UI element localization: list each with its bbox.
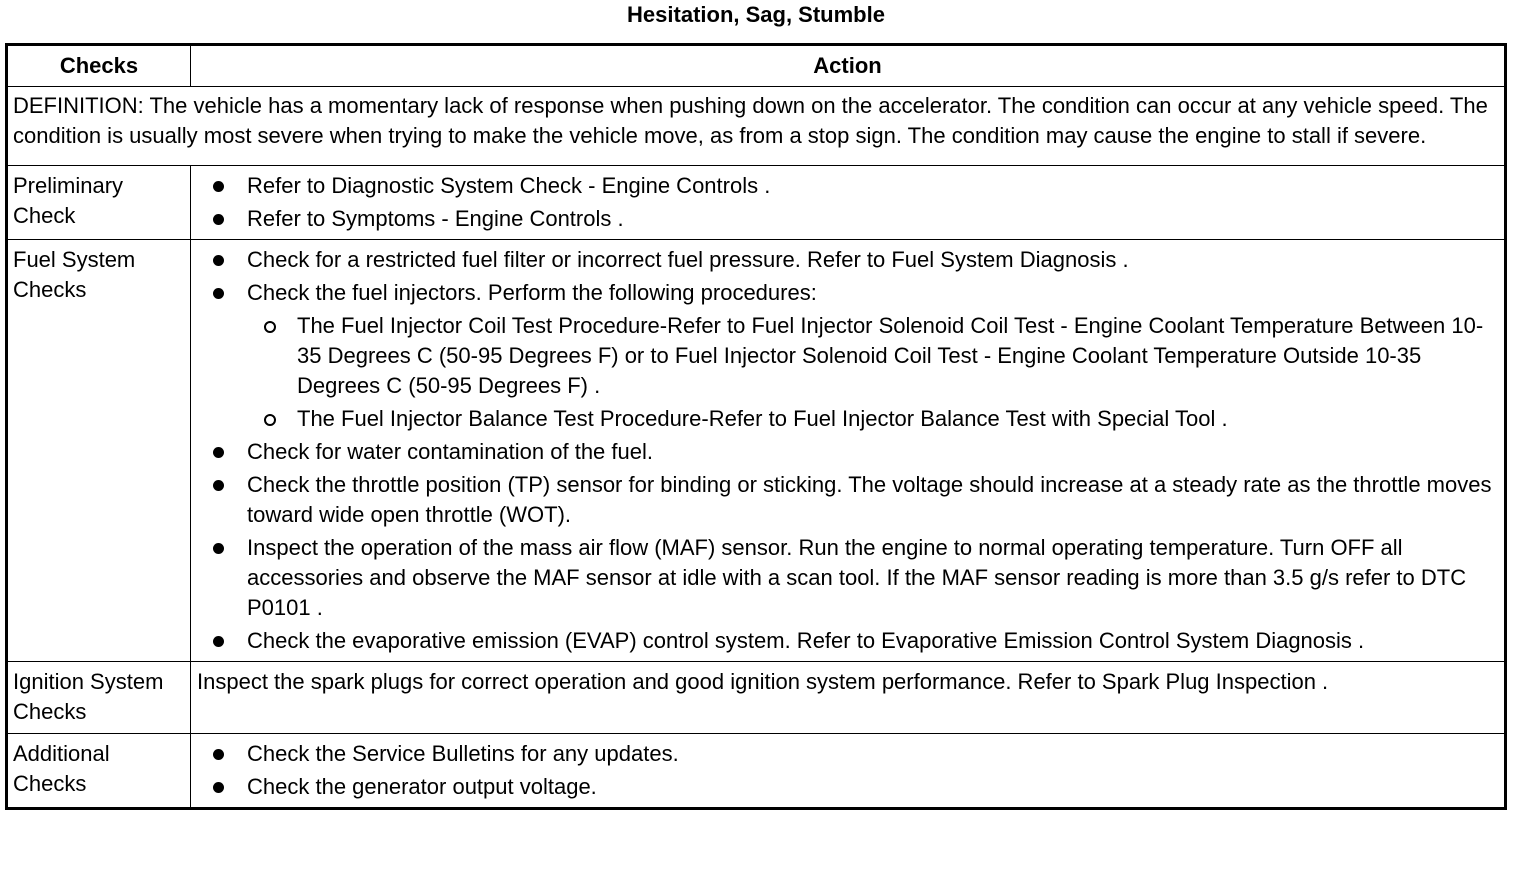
fuel-system-actions: [191, 240, 1506, 662]
additional-checks-actions: [191, 734, 1506, 809]
preliminary-check-label: Preliminary Check: [7, 166, 191, 240]
bullet-icon: [213, 782, 224, 793]
list-item: [211, 626, 1500, 656]
sub-item-text: The Fuel Injector Coil Test Procedure-Refer to Fuel Injector Solenoid Coil Test - Engine Coolant Temperature Between 10-35 Degrees C (50-95 Degrees F) or to Fuel Injector Solenoid Coil Test - Engine Coolant Temperature Outside 10-35 Degrees C (50-95 Degrees F) .: [297, 313, 1484, 398]
item-text: Check the evaporative emission (EVAP) control system. Refer to Evaporative Emission Control System Diagnosis .: [247, 628, 1365, 653]
item-text: Check the Service Bulletins for any updates.: [247, 741, 679, 766]
action-header: Action: [191, 45, 1506, 87]
bullet-icon: [213, 288, 224, 299]
table-row-preliminary: [7, 166, 1506, 240]
list-item: [211, 772, 1500, 802]
list-item: [211, 278, 1500, 434]
ignition-system-checks-label: Ignition System Checks: [7, 662, 191, 734]
fuel-system-checks-label: Fuel System Checks: [7, 240, 191, 662]
table-row-ignition: [7, 662, 1506, 734]
list-item: [211, 171, 1500, 201]
item-text: Refer to Symptoms - Engine Controls .: [247, 206, 624, 231]
list-item: [211, 437, 1500, 467]
bullet-icon: [213, 749, 224, 760]
definition-text: DEFINITION: The vehicle has a momentary lack of response when pushing down on the accelerator. The condition can occur at any vehicle speed. The condition is usually most severe when trying to make the vehicle move, as from a stop sign. The condition may cause the engine to stall if severe.: [7, 87, 1506, 166]
item-text: Check the throttle position (TP) sensor for binding or sticking. The voltage should increase at a steady rate as the throttle moves toward wide open throttle (WOT).: [247, 472, 1492, 527]
hollow-bullet-icon: [264, 414, 276, 426]
item-text: Check for water contamination of the fuel.: [247, 439, 653, 464]
definition-row: [7, 87, 1506, 166]
sub-list-item: [247, 404, 1500, 434]
symptom-table: [5, 43, 1507, 810]
sub-list-item: [247, 311, 1500, 401]
bullet-icon: [213, 181, 224, 192]
bullet-icon: [213, 214, 224, 225]
header-row: [7, 45, 1506, 87]
bullet-icon: [213, 636, 224, 647]
list-item: [211, 739, 1500, 769]
list-item: [211, 245, 1500, 275]
item-text: Check for a restricted fuel filter or incorrect fuel pressure. Refer to Fuel System Diagnosis .: [247, 247, 1129, 272]
table-row-fuel-system: [7, 240, 1506, 662]
item-text: Inspect the operation of the mass air flow (MAF) sensor. Run the engine to normal operating temperature. Turn OFF all accessories and observe the MAF sensor at idle with a scan tool. If the MAF sensor reading is more than 3.5 g/s refer to DTC P0101 .: [247, 535, 1467, 620]
list-item: [211, 470, 1500, 530]
bullet-icon: [213, 480, 224, 491]
table-row-additional: [7, 734, 1506, 809]
hollow-bullet-icon: [264, 321, 276, 333]
additional-checks-label: Additional Checks: [7, 734, 191, 809]
preliminary-check-actions: [191, 166, 1506, 240]
bullet-icon: [213, 255, 224, 266]
bullet-icon: [213, 543, 224, 554]
item-text: Check the fuel injectors. Perform the following procedures:: [247, 280, 817, 305]
checks-header: Checks: [7, 45, 191, 87]
ignition-system-action: Inspect the spark plugs for correct operation and good ignition system performance. Refer to Spark Plug Inspection .: [191, 662, 1506, 734]
item-text: Refer to Diagnostic System Check - Engine Controls .: [247, 173, 771, 198]
item-text: Check the generator output voltage.: [247, 774, 597, 799]
list-item: [211, 533, 1500, 623]
sub-item-text: The Fuel Injector Balance Test Procedure-Refer to Fuel Injector Balance Test with Special Tool .: [297, 406, 1228, 431]
list-item: [211, 204, 1500, 234]
page-title: Hesitation, Sag, Stumble: [627, 2, 885, 27]
bullet-icon: [213, 447, 224, 458]
